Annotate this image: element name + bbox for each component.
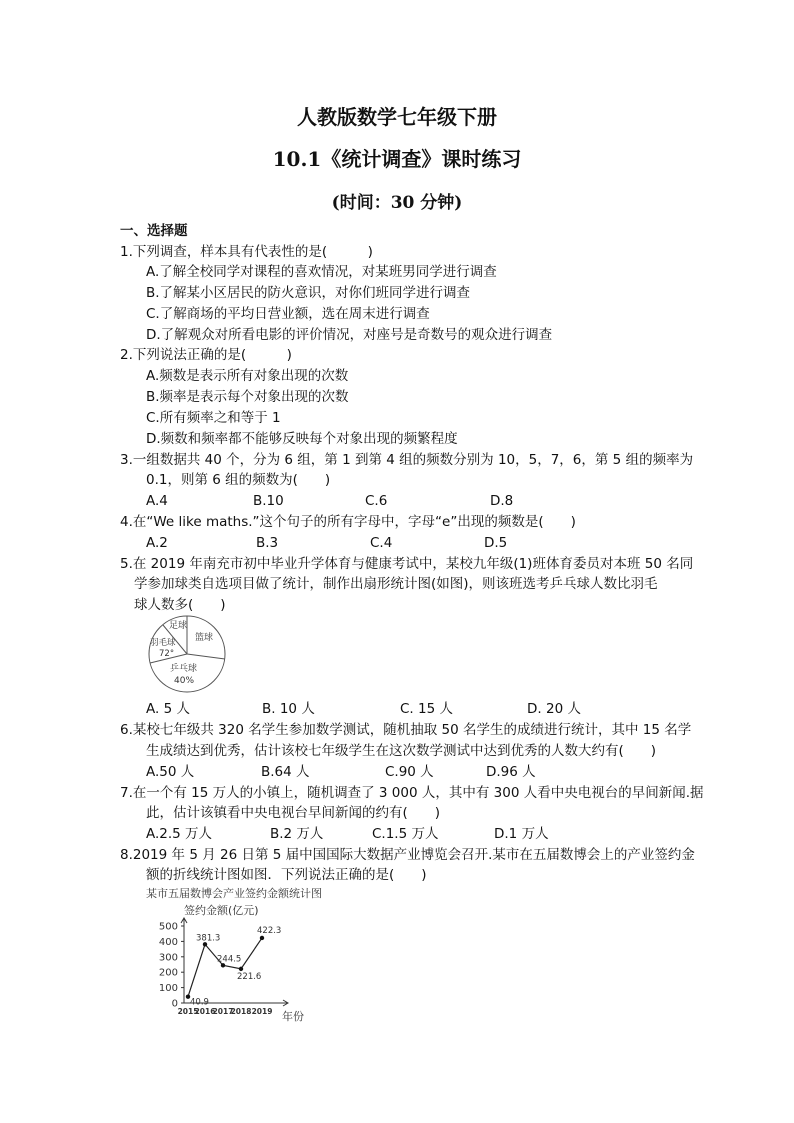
question-5-option-a: A. 5 人 bbox=[146, 701, 190, 717]
question-1-option-d: D.了解观众对所看电影的评价情况，对座号是奇数号的观众进行调查 bbox=[146, 327, 553, 343]
question-3-option-d: D.8 bbox=[490, 493, 514, 509]
question-8-stem-line-2: 额的折线统计图如图．下列说法正确的是( ) bbox=[146, 867, 427, 883]
time-limit: (时间：30 分钟) bbox=[331, 193, 463, 213]
question-3-stem-line-2: 0.1，则第 6 组的频数为( ) bbox=[146, 472, 331, 488]
chart-data-label: 422.3 bbox=[257, 925, 282, 936]
question-7-option-c: C.1.5 万人 bbox=[372, 826, 439, 842]
chart-x-tick-label: 2019 bbox=[251, 1007, 273, 1016]
chart-y-tick-label: 300 bbox=[158, 952, 178, 964]
question-3-option-c: C.6 bbox=[365, 493, 388, 509]
chart-series-line bbox=[188, 938, 262, 997]
question-5-option-d: D. 20 人 bbox=[527, 701, 581, 717]
question-2-stem: 2.下列说法正确的是( ) bbox=[120, 347, 292, 363]
question-3-option-b: B.10 bbox=[253, 493, 284, 509]
question-6-stem-line-2: 生成绩达到优秀，估计该校七年级学生在这次数学测试中达到优秀的人数大约有( ) bbox=[146, 743, 657, 759]
chart-y-tick-label: 0 bbox=[171, 998, 178, 1010]
question-2-option-a: A.频数是表示所有对象出现的次数 bbox=[146, 368, 349, 384]
question-7-option-a: A.2.5 万人 bbox=[146, 826, 213, 842]
question-6-option-c: C.90 人 bbox=[385, 764, 434, 780]
question-4-option-d: D.5 bbox=[484, 535, 508, 551]
question-8-stem-line-1: 8.2019 年 5 月 26 日第 5 届中国国际大数据产业博览会召开.某市在五届数博会上的产业签约金 bbox=[120, 847, 695, 863]
question-7-option-d: D.1 万人 bbox=[494, 826, 549, 842]
pie-label-pingpong: 乒乓球 bbox=[170, 664, 198, 674]
question-3-stem-line-1: 3.一组数据共 40 个，分为 6 组，第 1 到第 4 组的频数分别为 10，5，7，6，第 5 组的频率为 bbox=[120, 452, 694, 468]
section-heading: 一、选择题 bbox=[120, 223, 188, 239]
chart-x-tick-label: 2015 bbox=[177, 1007, 199, 1016]
chart-data-point bbox=[239, 967, 243, 971]
chart-data-label: 381.3 bbox=[196, 933, 221, 944]
question-6-option-a: A.50 人 bbox=[146, 764, 195, 780]
question-6-stem-line-1: 6.某校七年级共 320 名学生参加数学测试，随机抽取 50 名学生的成绩进行统计，其中 15 名学 bbox=[120, 722, 692, 738]
line-chart bbox=[140, 884, 340, 1024]
chart-x-axis-label: 年份 bbox=[282, 1010, 304, 1023]
question-4-option-a: A.2 bbox=[146, 535, 168, 551]
chart-x-tick-label: 2017 bbox=[212, 1007, 234, 1016]
question-4-option-b: B.3 bbox=[256, 535, 279, 551]
pie-chart bbox=[145, 614, 229, 694]
question-2-option-d: D.频数和频率都不能够反映每个对象出现的频繁程度 bbox=[146, 431, 458, 447]
chart-y-axis-label: 签约金额(亿元) bbox=[184, 904, 259, 917]
question-5-option-c: C. 15 人 bbox=[400, 701, 453, 717]
question-1-stem: 1.下列调查，样本具有代表性的是( ) bbox=[120, 244, 373, 260]
pie-label-badminton: 羽毛球 bbox=[150, 638, 176, 648]
question-7-stem-line-2: 此，估计该镇看中央电视台早间新闻的约有( ) bbox=[146, 805, 441, 821]
chart-data-label: 221.6 bbox=[237, 971, 262, 982]
question-1-option-b: B.了解某小区居民的防火意识，对你们班同学进行调查 bbox=[146, 285, 471, 301]
question-4-stem: 4.在“We like maths.”这个句子的所有字母中，字母“e”出现的频数是( ) bbox=[120, 514, 576, 530]
chart-y-tick-label: 500 bbox=[158, 921, 178, 933]
question-5-option-b: B. 10 人 bbox=[262, 701, 315, 717]
pie-label-football: 足球 bbox=[169, 621, 188, 631]
question-5-stem-line-3: 球人数多( ) bbox=[134, 597, 226, 613]
page-subtitle: 10.1《统计调查》课时练习 bbox=[272, 147, 522, 171]
chart-y-tick-label: 200 bbox=[158, 967, 178, 979]
pie-label-badminton-angle: 72° bbox=[159, 649, 175, 659]
question-7-stem-line-1: 7.在一个有 15 万人的小镇上，随机调查了 3 000 人，其中有 300 人看中央电视台的早间新闻.据 bbox=[120, 785, 704, 801]
pie-label-basketball: 篮球 bbox=[195, 633, 214, 643]
question-2-option-b: B.频率是表示每个对象出现的次数 bbox=[146, 389, 349, 405]
page-title: 人教版数学七年级下册 bbox=[297, 105, 497, 129]
question-6-option-b: B.64 人 bbox=[261, 764, 310, 780]
chart-x-tick-label: 2016 bbox=[194, 1007, 216, 1016]
question-5-stem-line-1: 5.在 2019 年南充市初中毕业升学体育与健康考试中，某校九年级(1)班体育委员对本班 50 名同 bbox=[120, 556, 694, 572]
chart-data-label: 244.5 bbox=[217, 954, 242, 965]
question-3-option-a: A.4 bbox=[146, 493, 168, 509]
question-1-option-a: A.了解全校同学对课程的喜欢情况，对某班男同学进行调查 bbox=[146, 264, 497, 280]
chart-y-tick-label: 100 bbox=[158, 983, 178, 995]
question-5-stem-line-2: 学参加球类自选项目做了统计，制作出扇形统计图(如图)，则该班选考乒乓球人数比羽毛 bbox=[134, 576, 658, 592]
question-2-option-c: C.所有频率之和等于 1 bbox=[146, 410, 281, 426]
chart-x-tick-label: 2018 bbox=[230, 1007, 252, 1016]
question-6-option-d: D.96 人 bbox=[486, 764, 536, 780]
chart-data-point bbox=[260, 936, 264, 940]
chart-title: 某市五届数博会产业签约金额统计图 bbox=[146, 887, 322, 900]
question-4-option-c: C.4 bbox=[370, 535, 393, 551]
question-1-option-c: C.了解商场的平均日营业额，选在周末进行调查 bbox=[146, 306, 430, 322]
chart-y-tick-label: 400 bbox=[158, 936, 178, 948]
chart-data-label: 40.9 bbox=[190, 997, 209, 1008]
question-7-option-b: B.2 万人 bbox=[270, 826, 324, 842]
pie-label-pingpong-pct: 40% bbox=[174, 676, 195, 686]
